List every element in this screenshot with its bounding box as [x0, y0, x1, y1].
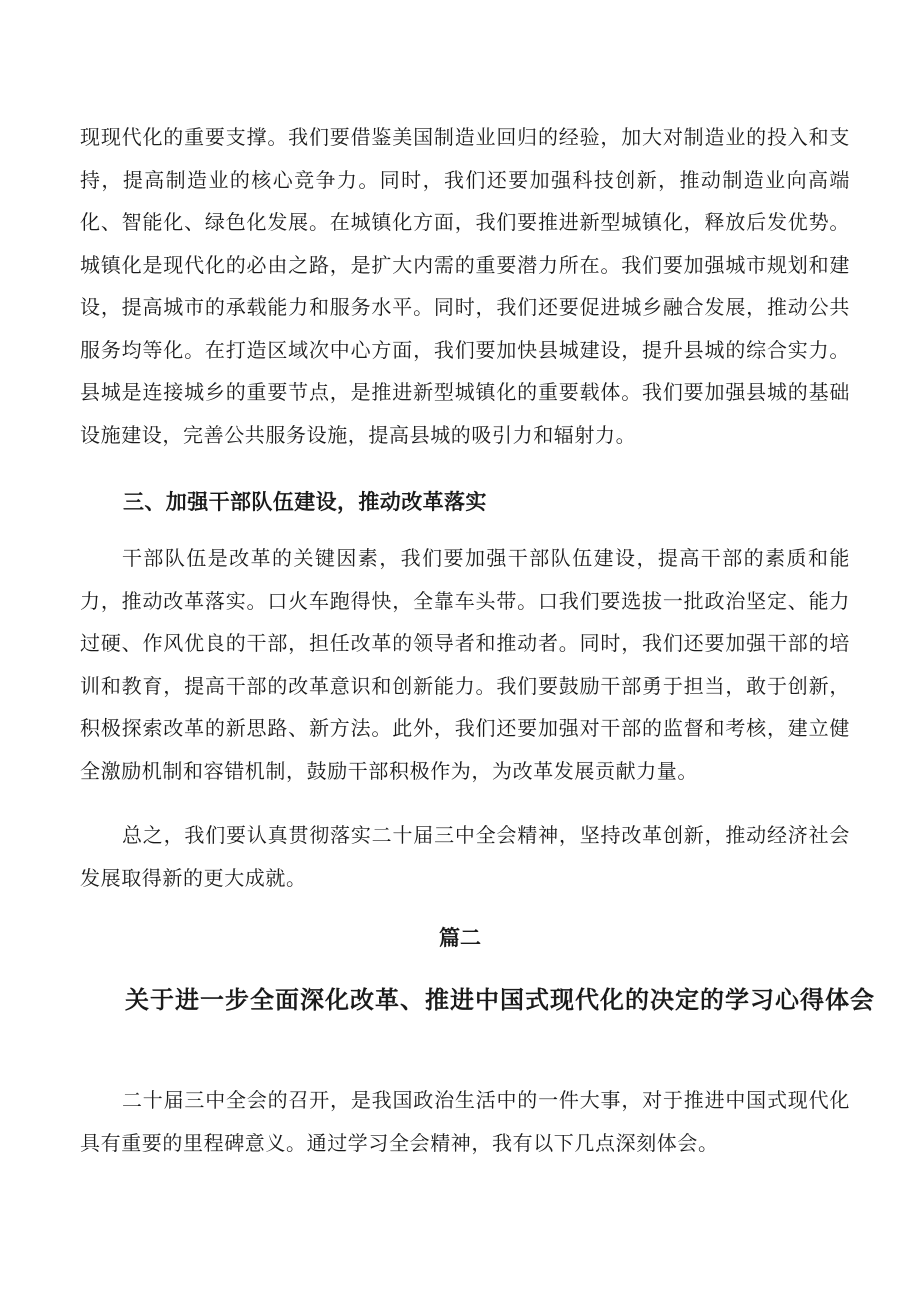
document-title: 关于进一步全面深化改革、推进中国式现代化的决定的学习心得体会 [125, 985, 875, 1014]
section-heading-cadre: 三、加强干部队伍建设，推动改革落实 [123, 490, 487, 514]
paragraph-intro: 二十届三中全会的召开，是我国政治生活中的一件大事，对于推进中国式现代化具有重要的里程碑意义。通过学习全会精神，我有以下几点深刻体会。 [80, 1088, 850, 1155]
paragraph-urbanization: 现现代化的重要支撑。我们要借鉴美国制造业回归的经验，加大对制造业的投入和支持，提高制造业的核心竞争力。同时，我们还要加强科技创新，推动制造业向高端化、智能化、绿色化发展。在城镇化方面，我们要推进新型城镇化，释放后发优势。城镇化是现代化的必由之路，是扩大内需的重要潜力所在。我们要加强城市规划和建设，提高城市的承载能力和服务水平。同时，我们还要促进城乡融合发展，推动公共服务均等化。在打造区域次中心方面，我们要加快县城建设，提升县城的综合实力。县城是连接城乡的重要节点，是推进新型城镇化的重要载体。我们要加强县城的基础设施建设，完善公共服务设施，提高县城的吸引力和辐射力。 [80, 125, 850, 447]
paragraph-cadre: 干部队伍是改革的关键因素，我们要加强干部队伍建设，提高干部的素质和能力，推动改革落实。口火车跑得快，全靠车头带。口我们要选拔一批政治坚定、能力过硬、作风优良的干部，担任改革的领导者和推动者。同时，我们还要加强干部的培训和教育，提高干部的改革意识和创新能力。我们要鼓励干部勇于担当，敢于创新，积极探索改革的新思路、新方法。此外，我们还要加强对干部的监督和考核，建立健全激励机制和容错机制，鼓励干部积极作为，为改革发展贡献力量。 [80, 546, 850, 783]
paragraph-conclusion: 总之，我们要认真贯彻落实二十届三中全会精神，坚持改革创新，推动经济社会发展取得新的更大成就。 [80, 823, 850, 890]
section-label-part-two: 篇二 [439, 926, 481, 950]
